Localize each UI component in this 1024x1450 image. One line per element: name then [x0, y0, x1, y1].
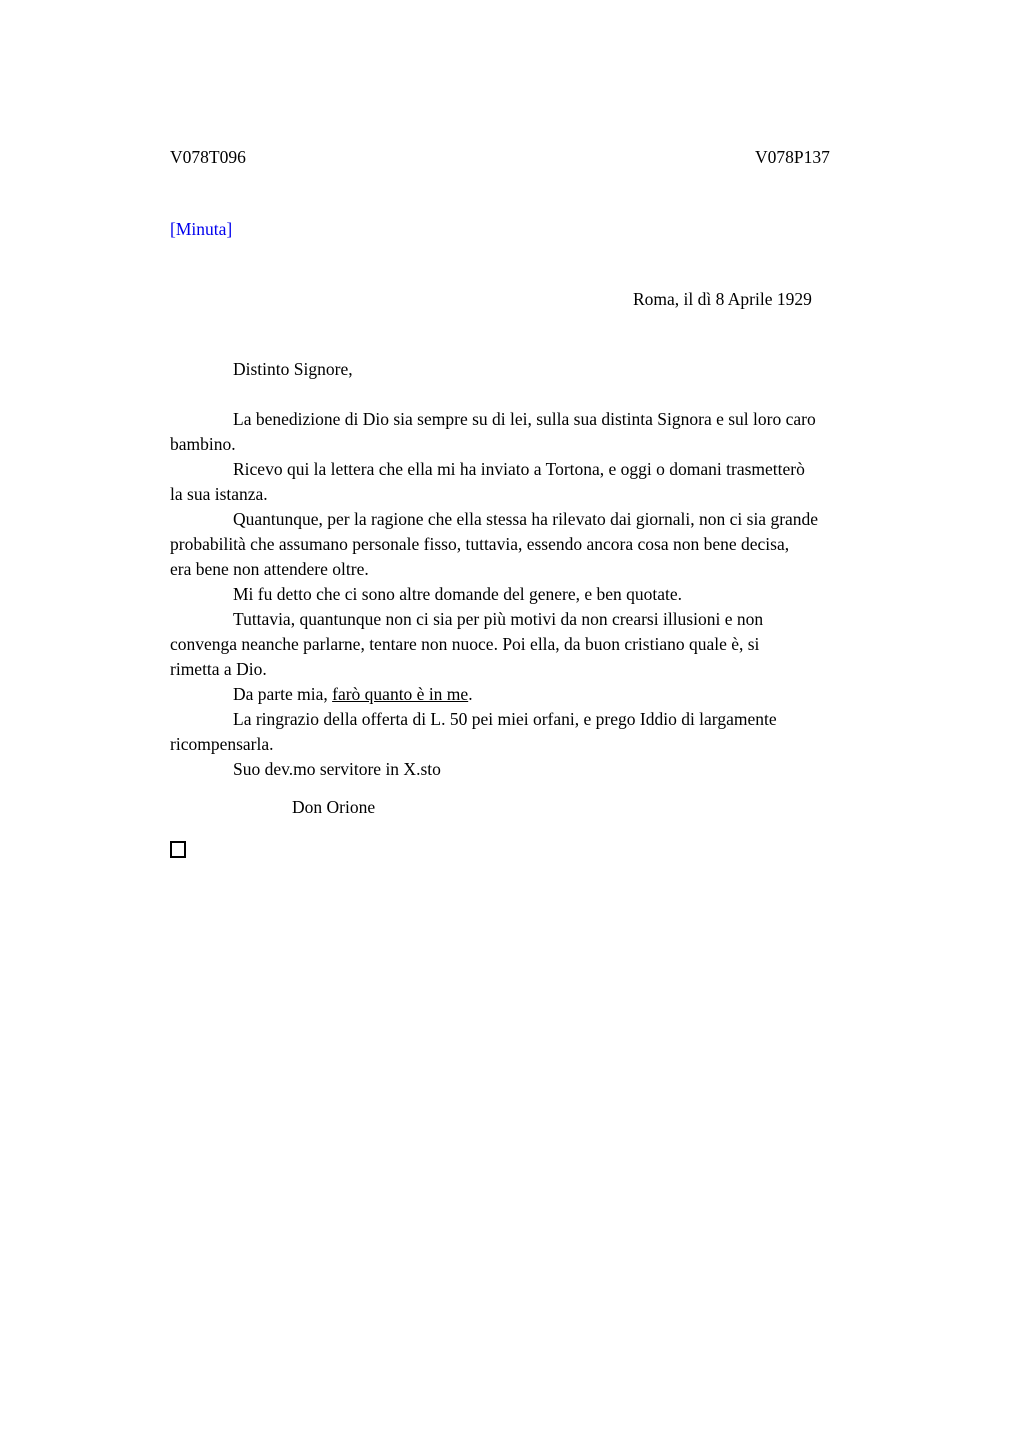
- archive-header: [170, 145, 964, 170]
- paragraph-5: [170, 607, 964, 682]
- paragraph-line: bambino.: [170, 434, 236, 454]
- paragraph-line: rimetta a Dio.: [170, 659, 267, 679]
- paragraph-6: [170, 682, 964, 707]
- paragraph-text: .: [468, 684, 473, 704]
- paragraph-text: Da parte mia,: [233, 684, 333, 704]
- underlined-phrase: farò quanto è in me: [332, 684, 469, 704]
- paragraph-line: ricompensarla.: [170, 734, 274, 754]
- empty-square-icon: [170, 841, 186, 858]
- signature: Don Orione: [292, 797, 376, 817]
- minuta-annotation: [Minuta]: [170, 219, 233, 239]
- paragraph-4: [170, 582, 964, 607]
- paragraph-line: era bene non attendere oltre.: [170, 559, 369, 579]
- paragraph-line: la sua istanza.: [170, 484, 268, 504]
- paragraph-line: La ringrazio della offerta di L. 50 pei miei orfani, e prego Iddio di largamente: [233, 709, 777, 729]
- paragraph-line: Quantunque, per la ragione che ella stessa ha rilevato dai giornali, non ci sia grande: [233, 509, 819, 529]
- dateline: Roma, il dì 8 Aprile 1929: [633, 289, 812, 309]
- paragraph-line: Mi fu detto che ci sono altre domande del genere, e ben quotate.: [233, 584, 683, 604]
- archive-code-left: V078T096: [170, 147, 246, 167]
- paragraph-8: [170, 757, 964, 782]
- paragraph-line: convenga neanche parlarne, tentare non nuoce. Poi ella, da buon cristiano quale è, si: [170, 634, 760, 654]
- paragraph-7: [170, 707, 964, 757]
- paragraph-line: La benedizione di Dio sia sempre su di lei, sulla sua distinta Signora e sul loro caro: [233, 409, 816, 429]
- salutation: Distinto Signore,: [233, 359, 353, 379]
- paragraph-3: [170, 507, 964, 582]
- paragraph-line: [170, 682, 964, 707]
- paragraph-1: [170, 407, 964, 457]
- paragraph-2: [170, 457, 964, 507]
- closing-line: Suo dev.mo servitore in X.sto: [233, 759, 441, 779]
- paragraph-line: probabilità che assumano personale fisso, tuttavia, essendo ancora cosa non bene decisa,: [170, 534, 790, 554]
- archive-code-right: V078P137: [755, 147, 830, 167]
- paragraph-line: Ricevo qui la lettera che ella mi ha inviato a Tortona, e oggi o domani trasmetterò: [233, 459, 805, 479]
- footer-row: [170, 835, 964, 860]
- paragraph-line: Tuttavia, quantunque non ci sia per più motivi da non crearsi illusioni e non: [233, 609, 764, 629]
